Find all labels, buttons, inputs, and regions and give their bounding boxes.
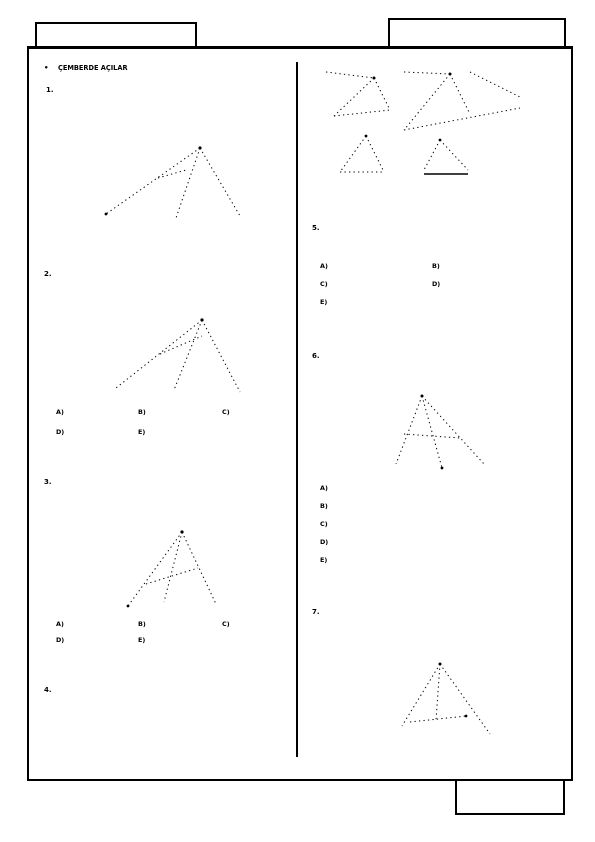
column-divider	[296, 62, 298, 757]
q6-figure	[390, 392, 490, 472]
q1-figure	[98, 142, 248, 222]
q1-number: 1.	[46, 86, 54, 94]
q3-option-a: A)	[56, 620, 64, 628]
q5-option-e: E)	[320, 298, 328, 306]
q5-option-b: B)	[432, 262, 440, 270]
q3-option-e: E)	[138, 636, 146, 644]
q2-option-b: B)	[138, 408, 146, 416]
q2-number: 2.	[44, 270, 52, 278]
q6-option-a: A)	[320, 484, 328, 492]
q7-number: 7.	[312, 608, 320, 616]
q2-option-c: C)	[222, 408, 230, 416]
q5-option-a: A)	[320, 262, 328, 270]
q6-option-e: E)	[320, 556, 328, 564]
q2-option-e: E)	[138, 428, 146, 436]
q4-number: 4.	[44, 686, 52, 694]
section-bullet: •	[44, 64, 49, 72]
q3-option-b: B)	[138, 620, 146, 628]
q2-option-a: A)	[56, 408, 64, 416]
q6-option-d: D)	[320, 538, 329, 546]
footer-right-box	[455, 779, 565, 815]
figure-top-right	[320, 64, 550, 184]
q3-option-d: D)	[56, 636, 65, 644]
q2-figure	[110, 316, 250, 396]
q3-option-c: C)	[222, 620, 230, 628]
q7-figure	[396, 660, 496, 738]
q3-number: 3.	[44, 478, 52, 486]
q6-number: 6.	[312, 352, 320, 360]
q5-option-d: D)	[432, 280, 441, 288]
q3-figure	[124, 528, 224, 612]
q6-option-b: B)	[320, 502, 328, 510]
q5-number: 5.	[312, 224, 320, 232]
q2-option-d: D)	[56, 428, 65, 436]
section-title: ÇEMBERDE AÇILAR	[58, 64, 128, 72]
q6-option-c: C)	[320, 520, 328, 528]
header-left-box	[35, 22, 197, 48]
header-right-box	[388, 18, 566, 48]
q5-option-c: C)	[320, 280, 328, 288]
